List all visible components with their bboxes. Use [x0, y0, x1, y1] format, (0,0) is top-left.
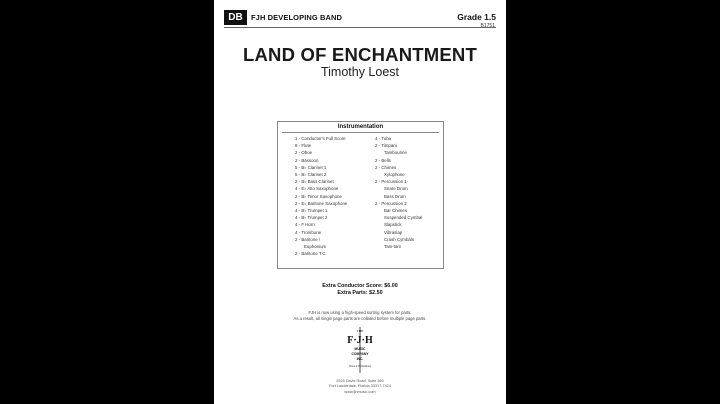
sorting-note: FJH is now using a high-speed sorting system for parts.	[308, 310, 412, 315]
extra-score-price: Extra Conductor Score: $6.00	[322, 283, 398, 289]
collation-note: As a result, all single page parts are collated before multiple page parts.	[293, 316, 427, 321]
address-line-2: Fort Lauderdale, Florida 33317-7424	[329, 384, 391, 388]
instrumentation-divider	[282, 132, 439, 133]
header-rule	[224, 27, 496, 28]
instrumentation-box	[277, 121, 444, 269]
instrument-item: Slapstick	[384, 222, 402, 228]
instrument-item: Crash Cymbals	[384, 236, 415, 242]
instrument-item: 5 - B♭ Clarinet 2	[295, 172, 327, 178]
logo-line: MUSIC	[354, 347, 366, 351]
instrument-item: 2 - E♭ Baritone Saxophone	[295, 200, 348, 206]
logo-line: THE	[356, 329, 364, 333]
extra-parts-price: Extra Parts: $2.50	[337, 290, 383, 296]
catalog-number: B1751	[480, 23, 495, 29]
fjh-logo	[345, 327, 375, 373]
instrument-item: 8 - Flute	[295, 143, 312, 149]
address-line-1: 2525 Davie Road, Suite 360	[336, 379, 384, 383]
instrument-item: Bass Drum	[384, 193, 406, 199]
series-name: FJH DEVELOPING BAND	[251, 13, 343, 22]
instrument-item: 2 - Bassoon	[295, 157, 319, 163]
instrument-item: 2 - Baritone T.C.	[295, 251, 327, 257]
instrument-item: 4 - F Horn	[295, 222, 315, 228]
logo-line: COMPANY	[351, 352, 369, 356]
instrument-item: Euphonium	[304, 244, 327, 250]
instrument-item: Bar Chimes	[384, 208, 407, 214]
instrument-item: 4 - Tuba	[375, 136, 392, 141]
series-badge: DB	[224, 10, 247, 25]
logo-line: INC.	[356, 357, 364, 361]
instrument-list-right	[375, 135, 422, 250]
instrument-item: 2 - Percussion 1	[375, 179, 407, 185]
instrument-item: 4 - E♭ Alto Saxophone	[295, 186, 339, 192]
instrument-item: 2 - Baritone /	[295, 236, 321, 242]
instrumentation-heading: Instrumentation	[337, 124, 384, 130]
instrument-item: Snare Drum	[384, 186, 408, 192]
instrument-item: 5 - B♭ Clarinet 1	[295, 164, 327, 170]
instrument-item: 2 - Oboe	[295, 150, 313, 156]
grade-level: Grade 1.5	[457, 12, 496, 22]
instrument-item: 2 - Bells	[375, 157, 391, 163]
instrument-item: Vibraslap	[384, 229, 403, 235]
instrument-item: 4 - Trombone	[295, 229, 322, 235]
logo-line: F·J·H	[347, 335, 373, 346]
piece-title: LAND OF ENCHANTMENT	[242, 44, 477, 65]
composer-name: Timothy Loest	[320, 65, 400, 79]
instrument-item: Tam-tam	[384, 244, 402, 250]
website-link[interactable]: www.fjhmusic.com	[344, 390, 376, 394]
instrument-item: 2 - B♭ Tenor Saxophone	[295, 193, 342, 199]
instrument-item: Tambourine	[384, 150, 407, 156]
instrument-item: 1 - Conductor's Full Score	[295, 136, 346, 141]
instrument-item: 2 - B♭ Bass Clarinet	[295, 179, 334, 185]
instrument-item: 2 - Percussion 2	[375, 200, 407, 206]
instrument-item: 4 - B♭ Trumpet 1	[295, 208, 328, 214]
instrument-item: 2 - Timpani	[375, 143, 397, 149]
logo-line: Piano & Publications	[349, 365, 371, 368]
instrument-item: Xylophone	[384, 172, 405, 178]
instrument-item: 2 - Chimes	[375, 164, 397, 170]
instrument-list-left	[295, 135, 347, 257]
score-cover-page	[214, 0, 506, 404]
instrument-item: Suspended Cymbal	[384, 215, 423, 221]
instrument-item: 4 - B♭ Trumpet 2	[295, 215, 328, 221]
